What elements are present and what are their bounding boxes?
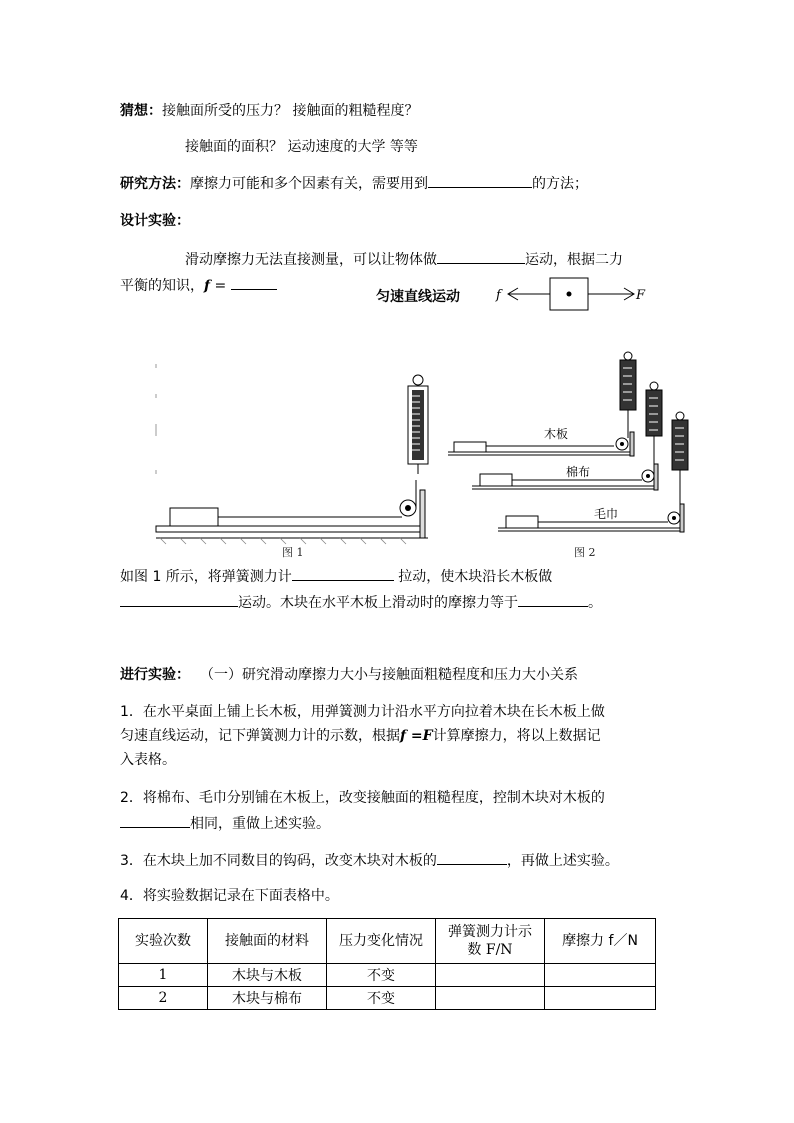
block-center-dot — [567, 292, 572, 297]
fig-blank-direction[interactable] — [292, 566, 394, 581]
step-2-line-1: 2．将棉布、毛巾分别铺在木板上，改变接触面的粗糙程度，控制木块对木板的 — [120, 790, 605, 806]
figure-2 — [442, 348, 700, 562]
fig2-label-towel: 毛巾 — [594, 507, 619, 521]
fig2-label-cotton: 棉布 — [566, 465, 591, 479]
design-label: 设计实验： — [120, 213, 190, 229]
table-header-row — [119, 919, 656, 964]
fig2-block-1 — [454, 442, 486, 452]
fig-blank-friction[interactable] — [518, 592, 588, 607]
guess-label: 猜想： — [120, 103, 162, 119]
guess-text-1: 接触面所受的压力？ 接触面的粗糙程度？ — [162, 103, 419, 119]
step-3-line — [120, 850, 619, 871]
method-blank[interactable] — [428, 173, 532, 188]
fig1-wood-block — [170, 508, 218, 526]
diagram-f-label: f — [496, 288, 501, 303]
step-1-line-2 — [120, 726, 601, 746]
header-scale-line-2: 数 F/N — [467, 942, 513, 958]
fig-blank-motion[interactable] — [120, 592, 238, 607]
guess-line-1 — [120, 101, 418, 121]
method-line — [120, 173, 588, 194]
cell-trial: 2 — [119, 987, 208, 1010]
fig1-scale-ring — [413, 375, 423, 385]
cell-pressure: 不变 — [327, 987, 436, 1010]
cell-scale-reading[interactable] — [436, 987, 545, 1010]
design-text-1b: 运动，根据二力 — [525, 252, 623, 268]
step-3-text-a: 3．在木块上加不同数目的钩码，改变木块对木板的 — [120, 853, 437, 869]
fig2-scale-3 — [672, 412, 688, 512]
fig1-board — [156, 526, 420, 532]
fig1-caption: 图 1 — [282, 546, 304, 559]
step-2-blank[interactable] — [120, 813, 190, 828]
fig2-block-2 — [480, 474, 512, 486]
step-1-line-1: 1．在水平桌面上铺上长木板，用弹簧测力计沿水平方向拉着木块在长木板上做 — [120, 704, 605, 720]
fig2-scale-2 — [646, 382, 662, 470]
header-pressure: 压力变化情况 — [327, 919, 436, 964]
cell-scale-reading[interactable] — [436, 964, 545, 987]
diagram-label: 匀速直线运动 — [376, 289, 460, 305]
figure-1 — [150, 350, 440, 560]
step-2-text: 相同，重做上述实验。 — [190, 816, 330, 832]
experiment-heading — [120, 665, 578, 685]
design-text-2a: 平衡的知识， — [120, 278, 204, 294]
table-row — [119, 987, 656, 1010]
design-f-symbol: f — [204, 278, 211, 294]
fig-text-1b: 拉动，使木块沿长木板做 — [393, 569, 553, 585]
header-trial: 实验次数 — [119, 919, 208, 964]
step-2-line-2 — [120, 813, 330, 834]
header-material: 接触面的材料 — [208, 919, 327, 964]
step-1-text-b: 计算摩擦力，将以上数据记 — [432, 728, 601, 744]
data-table — [118, 918, 656, 1010]
guess-line-2: 接触面的面积？ 运动速度的大学 等等 — [185, 139, 418, 155]
force-diagram — [490, 274, 660, 314]
fig-text-line-1 — [120, 566, 552, 587]
fig2-label-wood: 木板 — [544, 427, 569, 441]
experiment-label: 进行实验： — [120, 667, 190, 683]
fig1-table-edge — [420, 490, 425, 538]
cell-pressure: 不变 — [327, 964, 436, 987]
header-friction: 摩擦力 f／N — [545, 919, 656, 964]
step-1-formula: f =F — [400, 728, 433, 744]
design-blank-f[interactable] — [231, 275, 277, 290]
step-1-line-3: 入表格。 — [120, 752, 176, 768]
design-line-1 — [185, 249, 623, 270]
step-3-text-b: ，再做上述实验。 — [506, 853, 619, 869]
diagram-F-label: F — [636, 288, 646, 303]
experiment-title: （一）研究滑动摩擦力大小与接触面粗糙程度和压力大小关系 — [200, 667, 578, 683]
cell-friction[interactable] — [545, 987, 656, 1010]
step-1-text-a: 匀速直线运动，记下弹簧测力计的示数，根据 — [120, 728, 400, 744]
header-scale-reading — [436, 919, 545, 964]
fig-text-2b: 运动。木块在水平木板上滑动时的摩擦力等于 — [238, 595, 518, 611]
fig2-scale-1 — [620, 352, 636, 438]
design-line-2 — [120, 275, 277, 296]
step-4-line: 4．将实验数据记录在下面表格中。 — [120, 888, 339, 904]
design-eq: = — [210, 278, 231, 294]
fig-text-2c: 。 — [588, 595, 602, 611]
fig2-caption: 图 2 — [574, 546, 596, 559]
method-text-before: 摩擦力可能和多个因素有关，需要用到 — [190, 176, 428, 192]
fig-text-1a: 如图 1 所示，将弹簧测力计 — [120, 569, 292, 585]
cell-friction[interactable] — [545, 964, 656, 987]
design-blank-motion[interactable] — [437, 249, 525, 264]
design-text-1a: 滑动摩擦力无法直接测量，可以让物体做 — [185, 252, 437, 268]
method-label: 研究方法： — [120, 176, 190, 192]
cell-trial: 1 — [119, 964, 208, 987]
step-3-blank[interactable] — [437, 850, 507, 865]
fig2-block-3 — [506, 516, 538, 528]
cell-material: 木块与棉布 — [208, 987, 327, 1010]
table-row — [119, 964, 656, 987]
cell-material: 木块与木板 — [208, 964, 327, 987]
header-scale-line-1: 弹簧测力计示 — [448, 924, 532, 940]
method-text-after: 的方法； — [532, 176, 588, 192]
fig-text-line-2 — [120, 592, 602, 613]
